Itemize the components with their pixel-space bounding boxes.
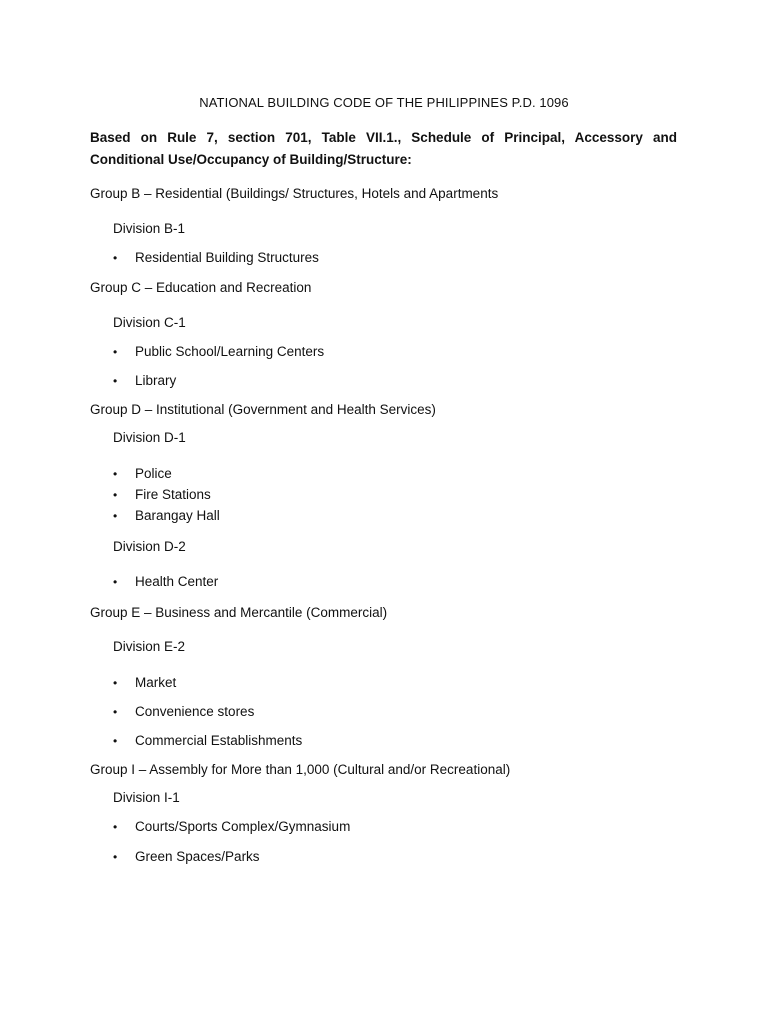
list-item-text: Library xyxy=(135,373,177,388)
list-item xyxy=(113,372,176,390)
list-item-text: Green Spaces/Parks xyxy=(135,849,260,864)
list-item xyxy=(113,343,324,361)
list-item xyxy=(113,848,260,866)
division-label-d2: Division D-2 xyxy=(113,539,186,554)
list-item-text: Fire Stations xyxy=(135,487,211,502)
list-item xyxy=(113,486,211,504)
division-label-b1: Division B-1 xyxy=(113,221,186,236)
bullet-icon: • xyxy=(113,850,118,864)
division-label-d1: Division D-1 xyxy=(113,430,186,445)
bullet-icon: • xyxy=(113,488,118,502)
bullet-icon: • xyxy=(113,345,118,359)
bullet-icon: • xyxy=(113,374,118,388)
bullet-icon: • xyxy=(113,251,118,265)
list-item xyxy=(113,674,176,692)
list-item-text: Convenience stores xyxy=(135,704,255,719)
list-item-text: Health Center xyxy=(135,574,219,589)
list-item-text: Market xyxy=(135,675,177,690)
bullet-icon: • xyxy=(113,575,118,589)
bullet-icon: • xyxy=(113,509,118,523)
bullet-icon: • xyxy=(113,467,118,481)
list-item-text: Public School/Learning Centers xyxy=(135,344,325,359)
division-label-e2: Division E-2 xyxy=(113,639,186,654)
bullet-icon: • xyxy=(113,705,118,719)
list-item xyxy=(113,818,350,836)
list-item-text: Police xyxy=(135,466,172,481)
document-title: NATIONAL BUILDING CODE OF THE PHILIPPINES P.D. 1096 xyxy=(199,95,569,110)
division-label-c1: Division C-1 xyxy=(113,315,186,330)
bullet-icon: • xyxy=(113,734,118,748)
bullet-icon: • xyxy=(113,676,118,690)
list-item-text: Commercial Establishments xyxy=(135,733,303,748)
list-item xyxy=(113,732,302,750)
list-item-text: Barangay Hall xyxy=(135,508,220,523)
group-heading-b: Group B – Residential (Buildings/ Structures, Hotels and Apartments xyxy=(90,186,499,201)
list-item-text: Courts/Sports Complex/Gymnasium xyxy=(135,819,351,834)
group-heading-i: Group I – Assembly for More than 1,000 (Cultural and/or Recreational) xyxy=(90,762,511,777)
bullet-icon: • xyxy=(113,820,118,834)
division-label-i1: Division I-1 xyxy=(113,790,180,805)
group-heading-c: Group C – Education and Recreation xyxy=(90,280,312,295)
list-item xyxy=(113,507,220,525)
document-intro: Based on Rule 7, section 701, Table VII.1., Schedule of Principal, Accessory and Conditional Use/Occupancy of Building/Structure: xyxy=(90,130,677,167)
list-item xyxy=(113,703,254,721)
list-item xyxy=(113,573,218,591)
group-heading-d: Group D – Institutional (Government and Health Services) xyxy=(90,402,436,417)
list-item-text: Residential Building Structures xyxy=(135,250,319,265)
group-heading-e: Group E – Business and Mercantile (Commercial) xyxy=(90,605,388,620)
list-item xyxy=(113,465,172,483)
list-item xyxy=(113,249,319,267)
